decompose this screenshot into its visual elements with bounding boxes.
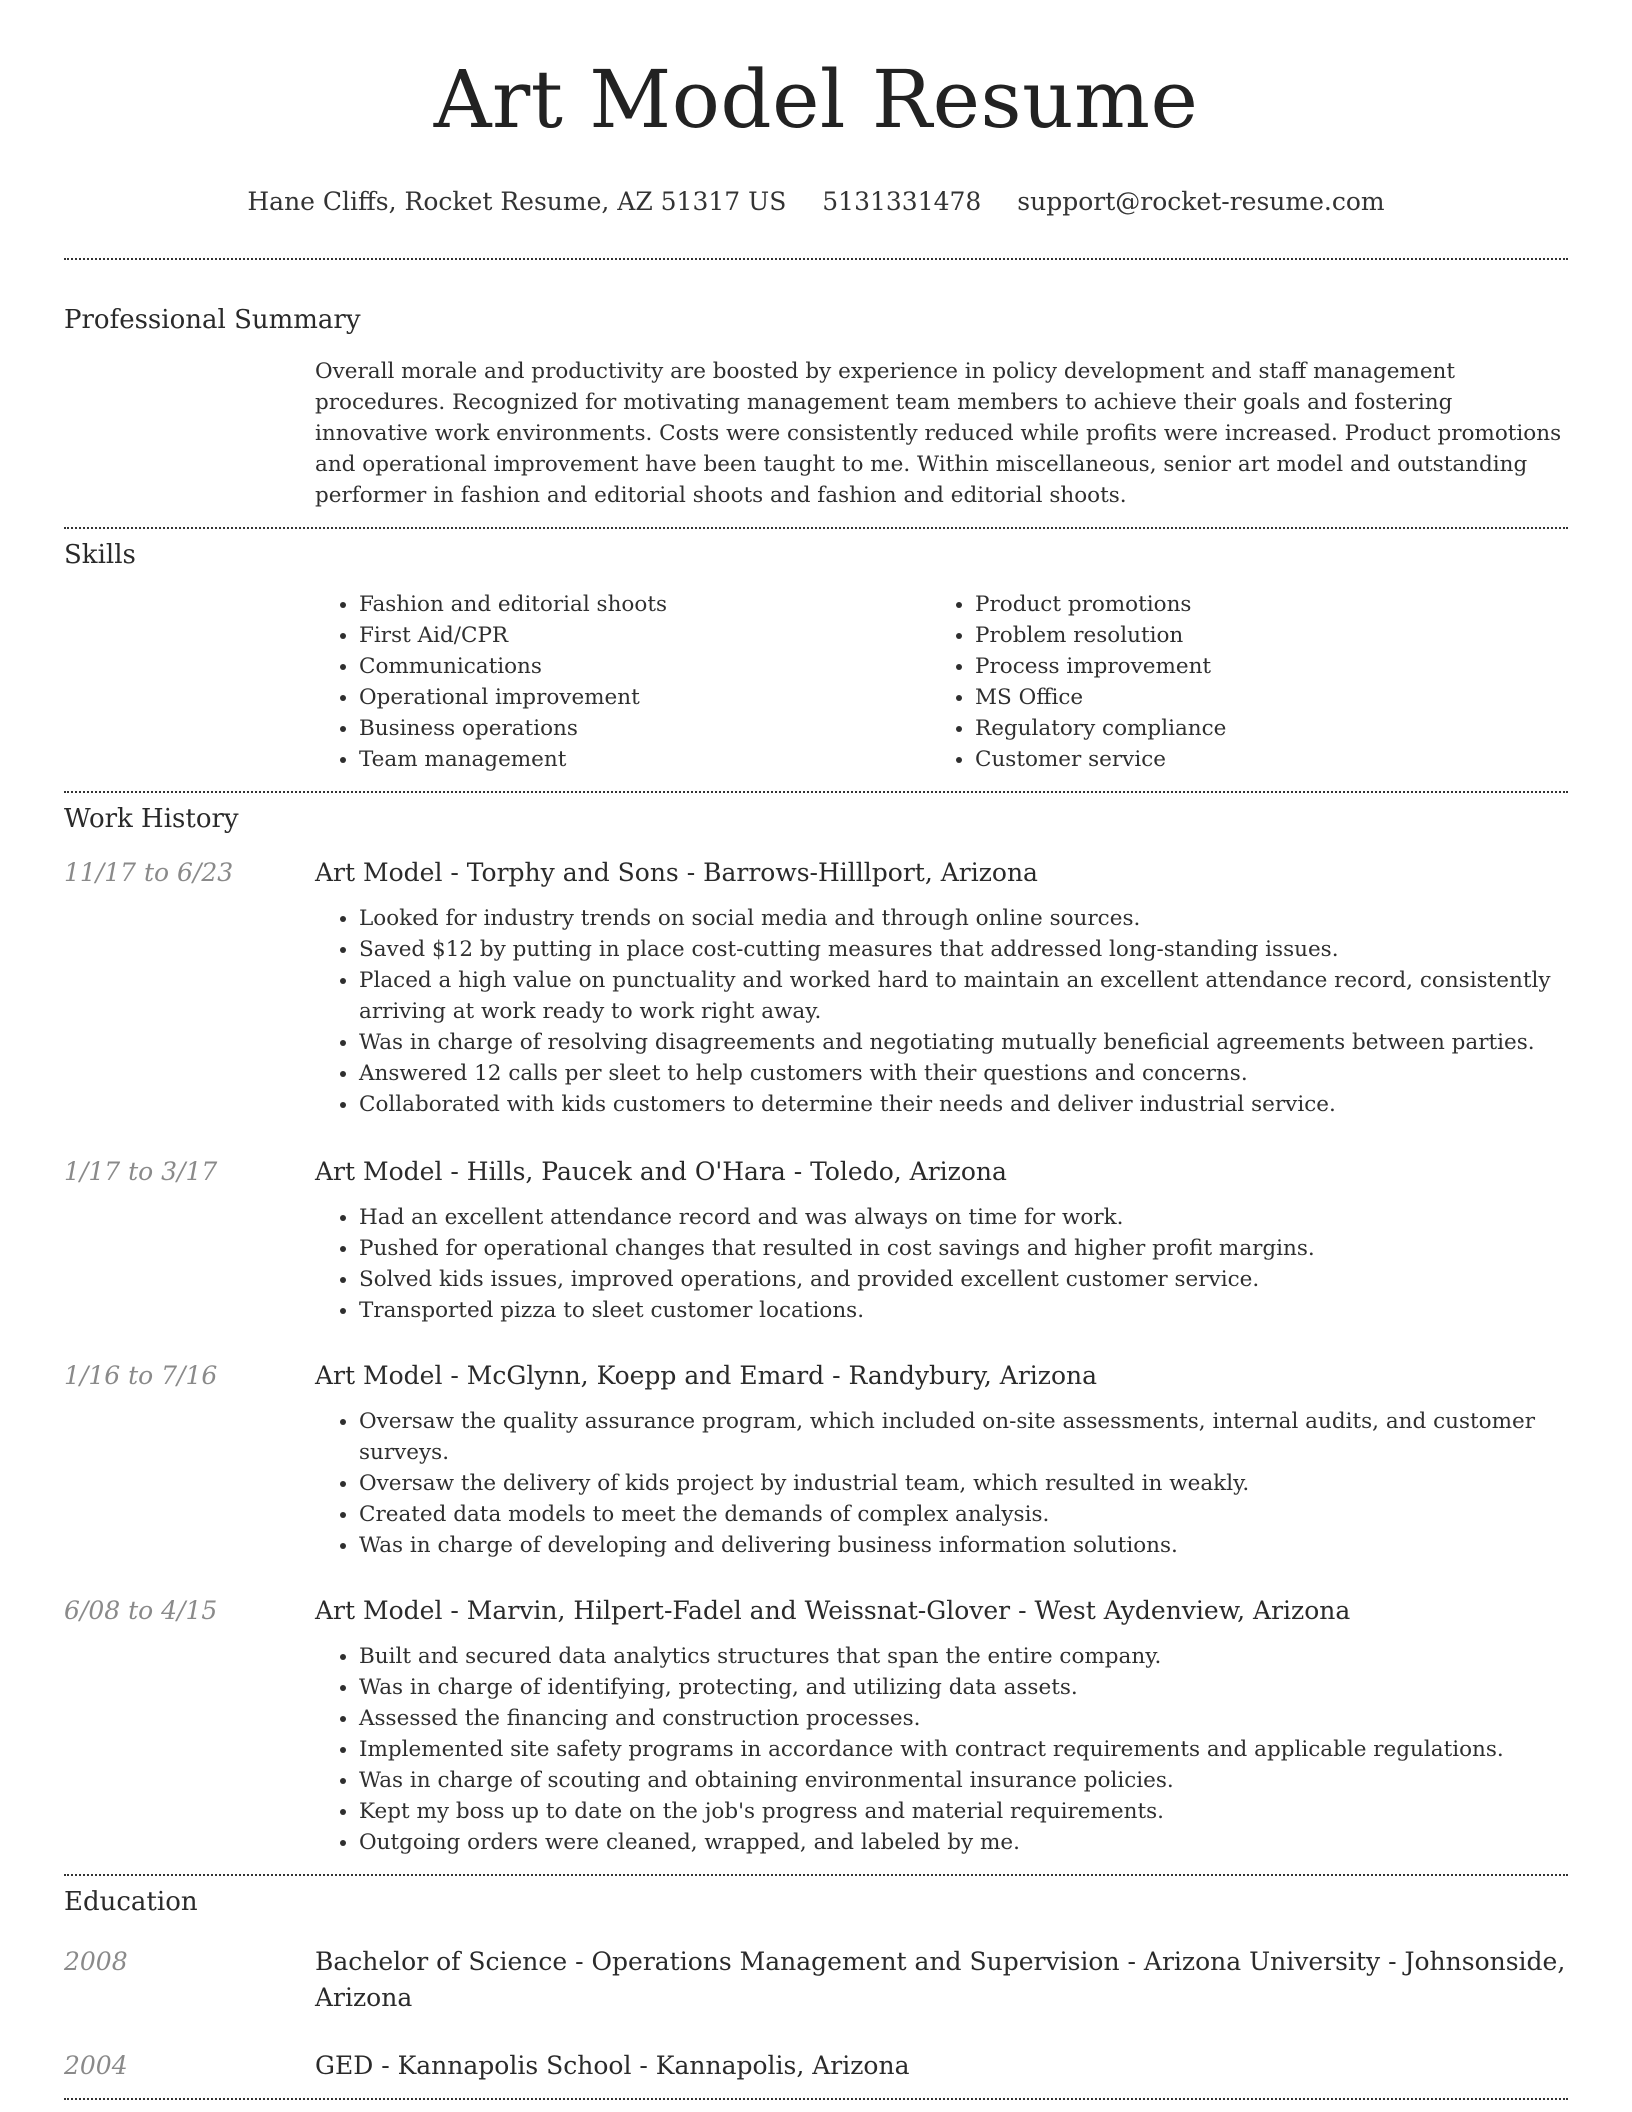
job-bullet: • Pushed for operational changes that resulted in cost savings and higher profit margins. bbox=[359, 1233, 1568, 1264]
skill-item: • Process improvement bbox=[975, 651, 1547, 682]
contact-phone: 5131331478 bbox=[822, 187, 982, 216]
job-bullet: • Assessed the financing and construction processes. bbox=[359, 1703, 1568, 1734]
job-bullet: • Built and secured data analytics structures that span the entire company. bbox=[359, 1641, 1568, 1672]
job-dates: 1/17 to 3/17 bbox=[64, 1157, 218, 1186]
job-bullets bbox=[315, 1406, 1568, 1561]
job-entry bbox=[64, 1595, 1568, 1858]
job-heading: Art Model - McGlynn, Koepp and Emard - Randybury, Arizona bbox=[315, 1361, 1097, 1390]
skill-item: • Customer service bbox=[975, 744, 1547, 775]
education-entry bbox=[64, 2048, 1568, 2084]
job-heading: Art Model - Torphy and Sons - Barrows-Hilllport, Arizona bbox=[315, 858, 1038, 887]
job-bullet: • Kept my boss up to date on the job's progress and material requirements. bbox=[359, 1796, 1568, 1827]
education-heading: Education bbox=[64, 1887, 198, 1917]
job-dates: 11/17 to 6/23 bbox=[64, 858, 234, 887]
job-bullet: • Looked for industry trends on social media and through online sources. bbox=[359, 903, 1568, 934]
education-heading-text: GED - Kannapolis School - Kannapolis, Arizona bbox=[315, 2051, 910, 2080]
job-bullet: • Was in charge of resolving disagreements and negotiating mutually beneficial agreements between parties. bbox=[359, 1027, 1568, 1058]
skill-item: • Problem resolution bbox=[975, 620, 1547, 651]
section-divider bbox=[64, 2098, 1568, 2100]
job-bullet: • Was in charge of scouting and obtaining environmental insurance policies. bbox=[359, 1765, 1568, 1796]
education-section bbox=[64, 1876, 1568, 2098]
skill-item: • Team management bbox=[359, 744, 931, 775]
education-year: 2004 bbox=[64, 2051, 128, 2080]
skill-item: • Fashion and editorial shoots bbox=[359, 589, 931, 620]
education-year: 2008 bbox=[64, 1947, 128, 1976]
work-history-heading: Work History bbox=[64, 804, 239, 834]
job-bullet: • Solved kids issues, improved operations, and provided excellent customer service. bbox=[359, 1264, 1568, 1295]
skill-item: • MS Office bbox=[975, 682, 1547, 713]
skills-list-right bbox=[931, 589, 1547, 775]
job-bullet: • Created data models to meet the demands of complex analysis. bbox=[359, 1499, 1568, 1530]
job-bullet: • Transported pizza to sleet customer locations. bbox=[359, 1295, 1568, 1326]
job-bullets bbox=[315, 903, 1568, 1120]
contact-line bbox=[64, 186, 1568, 218]
skill-item: • Communications bbox=[359, 651, 931, 682]
job-bullet: • Outgoing orders were cleaned, wrapped, and labeled by me. bbox=[359, 1827, 1568, 1858]
job-bullet: • Saved $12 by putting in place cost-cutting measures that addressed long-standing issues. bbox=[359, 934, 1568, 965]
job-bullets bbox=[315, 1641, 1568, 1858]
job-bullet: • Oversaw the delivery of kids project by industrial team, which resulted in weakly. bbox=[359, 1468, 1568, 1499]
job-entry bbox=[64, 1360, 1568, 1561]
job-heading: Art Model - Hills, Paucek and O'Hara - Toledo, Arizona bbox=[315, 1157, 1007, 1186]
job-bullet: • Collaborated with kids customers to determine their needs and deliver industrial service. bbox=[359, 1089, 1568, 1120]
skill-item: • Business operations bbox=[359, 713, 931, 744]
job-bullet: • Placed a high value on punctuality and worked hard to maintain an excellent attendance record, consistently arriving at work ready to work right away. bbox=[359, 965, 1568, 1027]
skill-item: • Product promotions bbox=[975, 589, 1547, 620]
work-history-section bbox=[64, 793, 1568, 1874]
education-heading-text: Bachelor of Science - Operations Management and Supervision - Arizona University - Johnsonside, Arizona bbox=[315, 1947, 1566, 2012]
skills-section bbox=[64, 529, 1568, 791]
spacer bbox=[64, 2084, 1568, 2098]
summary-section bbox=[64, 260, 1568, 527]
job-entry bbox=[64, 857, 1568, 1120]
spacer bbox=[64, 1858, 1568, 1874]
contact-email: support@rocket-resume.com bbox=[1017, 187, 1385, 216]
skill-item: • Regulatory compliance bbox=[975, 713, 1547, 744]
job-dates: 1/16 to 7/16 bbox=[64, 1361, 218, 1390]
education-entry bbox=[64, 1944, 1568, 2016]
job-bullet: • Implemented site safety programs in accordance with contract requirements and applicable regulations. bbox=[359, 1734, 1568, 1765]
job-dates: 6/08 to 4/15 bbox=[64, 1596, 218, 1625]
contact-address: Hane Cliffs, Rocket Resume, AZ 51317 US bbox=[247, 187, 787, 216]
job-bullet: • Oversaw the quality assurance program, which included on-site assessments, internal audits, and customer surveys. bbox=[359, 1406, 1568, 1468]
summary-heading: Professional Summary bbox=[64, 305, 361, 335]
skills-grid bbox=[315, 589, 1568, 791]
job-bullet: • Was in charge of developing and delivering business information solutions. bbox=[359, 1530, 1568, 1561]
job-heading: Art Model - Marvin, Hilpert-Fadel and Weissnat-Glover - West Aydenview, Arizona bbox=[315, 1596, 1351, 1625]
resume-title: Art Model Resume bbox=[433, 53, 1199, 146]
skills-list-left bbox=[315, 589, 931, 775]
job-bullet: • Had an excellent attendance record and was always on time for work. bbox=[359, 1202, 1568, 1233]
skill-item: • Operational improvement bbox=[359, 682, 931, 713]
job-bullets bbox=[315, 1202, 1568, 1326]
skills-heading: Skills bbox=[64, 540, 136, 570]
job-bullet: • Answered 12 calls per sleet to help customers with their questions and concerns. bbox=[359, 1058, 1568, 1089]
job-entry bbox=[64, 1156, 1568, 1326]
skill-item: • First Aid/CPR bbox=[359, 620, 931, 651]
summary-text: Overall morale and productivity are boosted by experience in policy development and staff management procedures. Recognized for motivating management team members to achieve their goals and fostering innovative work environments. Costs were consistently reduced while profits were increased. Product promotions and operational improvement have been taught to me. Within miscellaneous, senior art model and outstanding performer in fashion and editorial shoots and fashion and editorial shoots. bbox=[315, 359, 1562, 508]
job-bullet: • Was in charge of identifying, protecting, and utilizing data assets. bbox=[359, 1672, 1568, 1703]
